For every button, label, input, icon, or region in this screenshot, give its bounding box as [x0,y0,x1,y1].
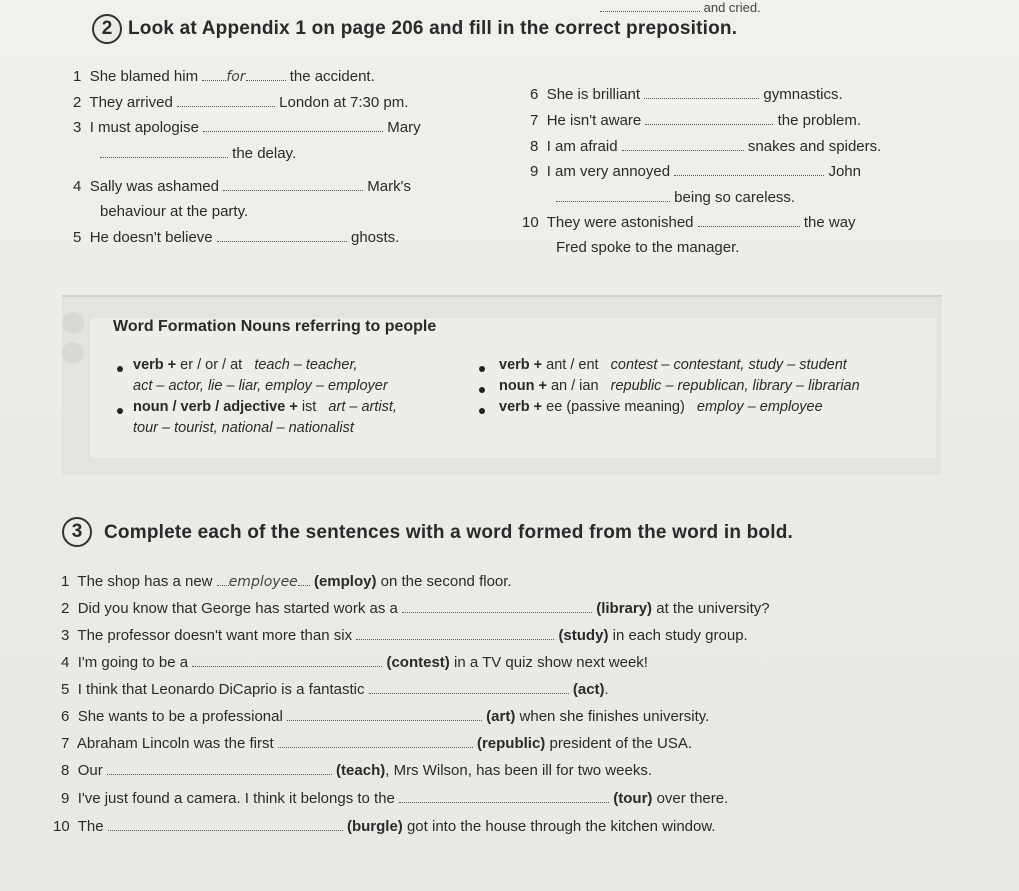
exercise-2-number: 2 [92,14,122,44]
answer-blank[interactable] [644,98,759,99]
ex3-item-9: 9 I've just found a camera. I think it belongs to the (tour) over there. [61,790,729,807]
ex2-item-3: 3 I must apologise Mary [73,119,421,136]
top-fragment: and cried. [600,0,761,15]
ex3-item-10: 10 The (burgle) got into the house through the kitchen window. [53,818,716,835]
ex2-item-5: 5 He doesn't believe ghosts. [73,229,400,246]
answer-blank[interactable] [278,747,473,748]
ex2-item-2: 2 They arrived London at 7:30 pm. [73,94,409,111]
answer-blank[interactable] [369,693,569,694]
answer-blank[interactable] [674,175,824,176]
rule-ist: noun / verb / adjective + ist art – artist, [133,399,397,415]
ex3-item-4: 4 I'm going to be a (contest) in a TV quiz show next week! [61,654,648,671]
answer-blank[interactable] [645,124,773,125]
answer-blank[interactable] [217,241,347,242]
answer-blank[interactable] [622,150,744,151]
bullet [117,366,123,372]
exercise-3-number: 3 [62,517,92,547]
ex3-item-6: 6 She wants to be a professional (art) when she finishes university. [61,708,710,725]
answer-blank[interactable] [698,226,800,227]
answer-blank[interactable] [402,612,592,613]
punch-hole [62,342,84,364]
answer-blank[interactable] [177,106,275,107]
ex3-answer-1: employee [228,574,298,590]
answer-blank[interactable] [192,666,382,667]
ex3-item-8: 8 Our (teach), Mrs Wilson, has been ill for two weeks. [61,762,652,779]
ex2-item-10-cont: Fred spoke to the manager. [556,239,740,256]
ex3-item-7: 7 Abraham Lincoln was the first (republic) president of the USA. [61,735,693,752]
ex2-answer-1: for [226,69,246,85]
ex2-item-6: 6 She is brilliant gymnastics. [530,86,843,103]
ex3-item-3: 3 The professor doesn't want more than six (study) in each study group. [61,627,748,644]
ex2-item-3-cont: the delay. [100,145,296,162]
bullet [479,387,485,393]
ex2-item-4: 4 Sally was ashamed Mark's [73,178,411,195]
rule-an-ian: noun + an / ian republic – republican, library – librarian [499,378,860,394]
word-formation-title: Word Formation Nouns referring to people [113,318,437,335]
answer-blank[interactable] [108,830,343,831]
bullet [479,408,485,414]
rule-ant-ent: verb + ant / ent contest – contestant, study – student [499,357,847,373]
ex2-item-8: 8 I am afraid snakes and spiders. [530,138,882,155]
answer-blank[interactable] [203,131,383,132]
ex3-item-5: 5 I think that Leonardo DiCaprio is a fantastic (act). [61,681,609,698]
ex3-item-2: 2 Did you know that George has started work as a (library) at the university? [61,600,770,617]
answer-blank[interactable] [356,639,554,640]
punch-hole [62,312,84,334]
ex3-item-1: 1 The shop has a new employee (employ) on the second floor. [61,573,512,590]
ex2-item-9: 9 I am very annoyed John [530,163,861,180]
rule-er-or-at-examples: act – actor, lie – liar, employ – employer [133,378,388,394]
exercise-3-title: Complete each of the sentences with a word formed from the word in bold. [104,522,793,543]
answer-blank[interactable] [287,720,482,721]
ex2-item-9-cont: being so careless. [556,189,795,206]
rule-ist-examples: tour – tourist, national – nationalist [133,420,354,436]
rule-er-or-at: verb + er / or / at teach – teacher, [133,357,358,373]
bullet [117,408,123,414]
rule-ee: verb + ee (passive meaning) employ – employee [499,399,823,415]
answer-blank[interactable] [399,802,609,803]
ex2-item-7: 7 He isn't aware the problem. [530,112,861,129]
answer-blank[interactable] [107,774,332,775]
exercise-2-title: Look at Appendix 1 on page 206 and fill in the correct preposition. [128,18,738,39]
ex2-item-4-cont: behaviour at the party. [100,203,249,220]
ex2-item-1: 1 She blamed him for the accident. [73,68,375,85]
bullet [479,366,485,372]
ex2-item-10: 10 They were astonished the way [522,214,856,231]
answer-blank[interactable] [223,190,363,191]
